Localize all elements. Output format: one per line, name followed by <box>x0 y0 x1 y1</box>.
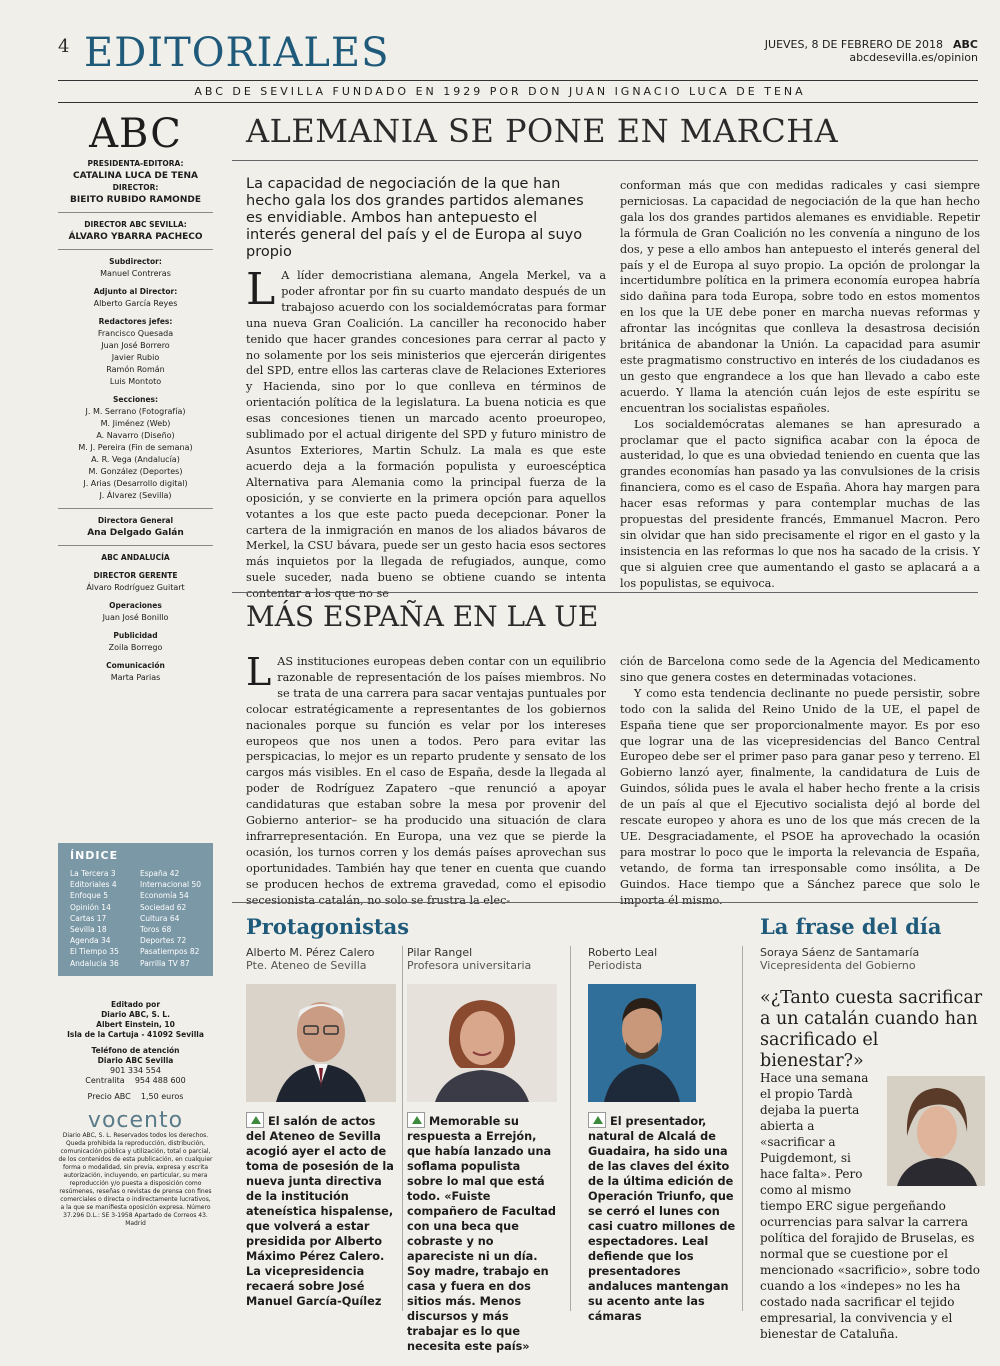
protagonist-text-body: Memorable su respuesta a Errejón, que había lanzado una soflama populista sobre lo mal que está todo. «Fuiste compañero de Facultad con una beca que cobraste y no apareciste ni un día. Soy madre, trabajo en casa y fuera en dos sitios más. Menos discursos y más trabajar es lo que necesita este país» <box>407 1115 556 1353</box>
column-separator <box>742 946 743 1311</box>
index-item[interactable]: Internacional 50 <box>140 880 201 890</box>
comunicacion: Marta Parias <box>110 673 161 682</box>
andalucia-block <box>58 545 213 684</box>
frase-name: Soraya Sáenz de Santamaría <box>760 946 920 959</box>
index-item[interactable]: Deportes 72 <box>140 936 187 946</box>
seccion: J. Arias (Desarrollo digital) <box>83 479 188 488</box>
index-item[interactable]: Economía 54 <box>140 891 189 901</box>
article1-headline: ALEMANIA SE PONE EN MARCHA <box>246 112 839 150</box>
index-item[interactable]: El Tiempo 35 <box>70 947 119 957</box>
index-item[interactable]: Sociedad 62 <box>140 902 187 912</box>
article1-lead: La capacidad de negociación de la que han hecho gala los dos grandes partidos alemanes es envidiable. Ambos han antepuesto el interés general del país y el de Europa al suyo propio <box>246 176 584 260</box>
protagonist-text <box>407 1112 557 1354</box>
column-separator <box>570 946 571 1311</box>
index-column-right <box>140 868 201 969</box>
gerente-label: DIRECTOR GERENTE <box>93 571 178 580</box>
telefono: 901 334 554 <box>110 1066 161 1075</box>
article2-column-1 <box>246 650 606 909</box>
article-divider <box>232 592 978 593</box>
index-item[interactable]: Pasatiempos 82 <box>140 947 200 957</box>
seccion: M. J. Pereira (Fin de semana) <box>78 443 193 452</box>
directora-general: Ana Delgado Galán <box>87 528 184 538</box>
editado-line: Isla de la Cartuja - 41092 Sevilla <box>67 1030 204 1039</box>
editado-line: Albert Einstein, 10 <box>96 1020 175 1029</box>
column-separator <box>402 946 403 1311</box>
article1-column-2 <box>620 178 980 592</box>
index-item[interactable]: Sevilla 18 <box>70 925 107 935</box>
publisher-footer <box>58 1000 213 1228</box>
index-item[interactable]: España 42 <box>140 869 180 878</box>
article1-paragraph: A líder democristiana alemana, Angela Merkel, va a poder afrontar por fin su cuarto mandato después de un trabajoso acuerdo con los socialdemócratas para formar una nueva Gran Coalición. La canciller ha reconocido haber tenido que hacer grandes concesiones para cerrar al pacto y no solamente por los seis ministerios que ejercerán dirigentes del SPD, entre ellos las carteras clave de Relaciones Exteriores y Hacienda, sino por lo que conlleva en términos de orientación política de la legislatura. La buena noticia es que esas concesiones tienen un marcado acento proeuropeo, sublimado por el actual dirigente del SPD y futuro ministro de Asuntos Exteriores, Martin Schulz. La mala es que este acuerdo deja a la formación populista y euroescéptica Alternativa para Alemania como la principal fuerza de la oposición, y se convierte en la primera opción para aquellos votantes a los que este pacto pueda decepcionar. Poner la cartera de la inmigración en manos de los aliados bávaros de Merkel, la CSU bávara, puede ser un gesto hacia esos sectores más inquietos por la llegada de refugiados, aunque, como suele suceder, nada bueno se obtiene cuando se intenta contentar a los que no se <box>246 269 607 601</box>
protagonist-name: Roberto Leal <box>588 946 658 959</box>
editado-label: Editado por <box>110 1000 161 1009</box>
protagonist-role: Profesora universitaria <box>407 959 532 972</box>
index-item[interactable]: Cartas 17 <box>70 913 107 923</box>
andalucia-label: ABC ANDALUCÍA <box>101 553 170 562</box>
president-label: PRESIDENTA-EDITORA: <box>87 159 184 168</box>
frase-body-text: Hace una semana el propio Tardà dejaba la puerta abierta a «sacrificar a Puigdemont, si hace falta». Pero como al mismo tiempo ERC sigue pergeñando ocurrencias para salvar la carrera política del forajido de Bruselas, es normal que se cuestione por el mencionado «sacrificio», sobre todo cuando a los «indepes» no les ha costado nada sacrificar el tejido empresarial, la convivencia y el bienestar de Cataluña. <box>760 1071 980 1341</box>
directora-general-block <box>58 508 213 539</box>
vocento-logo: vocento <box>87 1108 184 1133</box>
seccion: A. R. Vega (Andalucía) <box>91 455 180 464</box>
operaciones: Juan José Bonillo <box>102 613 169 622</box>
frase-body <box>760 1070 985 1342</box>
headline-rule <box>232 160 978 161</box>
staff-block <box>58 249 213 502</box>
protagonist-card <box>588 946 738 1324</box>
publicidad-label: Publicidad <box>113 631 158 640</box>
frase-photo <box>887 1076 985 1186</box>
director-sevilla: ÁLVARO YBARRA PACHECO <box>68 232 203 242</box>
centralita: Centralita 954 488 600 <box>85 1076 186 1085</box>
article2-paragraph: Y como esta tendencia declinante no puede persistir, sobre todo con la salida del Reino Unido de la UE, el papel de España tiene que ser proporcionalmente mayor. Es por eso que lograr una de las vicepresidencias del Banco Central Europeo debe ser el primer paso para ganar peso y terreno. El Gobierno lanzó ayer, finalmente, la candidatura de Luis de Guindos, sólida pues le avala el haber hecho frente a la crisis de un país al que el Ejecutivo socialista dejó al borde del rescate europeo y ahora es uno de los que más crecen de la UE. Desgraciadamente, el PSOE ha aprovechado la ocasión para mostrar lo poco que le importa la relevancia de España, vetando, de forma tan irresponsable como insólita, a De Guindos. Hace tiempo que a Sánchez parece que solo le importa él mismo. <box>620 686 980 907</box>
frase-attribution <box>760 946 919 972</box>
frase-title: La frase del día <box>760 914 942 939</box>
precio: Precio ABC 1,50 euros <box>87 1092 184 1101</box>
protagonist-name: Alberto M. Pérez Calero <box>246 946 375 959</box>
article1-paragraph: Los socialdemócratas alemanes se han apresurado a proclamar que el pacto significa acabar con la época de austeridad, lo que es una obviedad teniendo en cuenta que las grandes economías han pasado ya las convulsiones de la crisis financiera, como es el caso de España. Ahora hay margen para hacer esas reformas y para contemplar muchas de las propuestas del presidente francés, Emmanuel Macron. Pero sin olvidar que han sido precisamente el rigor en el gasto y la insistencia en las reformas lo que nos ha sacado de la crisis. Y que si alguien cree que aumentando el gasto se aplacará a a los populistas, se equivoca. <box>620 417 980 590</box>
paper-short: ABC <box>953 38 978 51</box>
frase-quote: «¿Tanto cuesta sacrificar a un catalán cuando han sacrificado el bienestar?» <box>760 988 983 1071</box>
protagonist-photo <box>588 984 696 1102</box>
telefono-label: Teléfono de atención <box>91 1046 180 1055</box>
seccion: M. González (Deportes) <box>88 467 183 476</box>
director-sevilla-label: DIRECTOR ABC SEVILLA: <box>84 220 187 229</box>
founded-rule <box>58 102 978 103</box>
redactor: Luis Montoto <box>109 377 162 386</box>
protagonist-role: Pte. Ateneo de Sevilla <box>246 959 367 972</box>
index-item[interactable]: Editoriales 4 <box>70 880 117 890</box>
date: JUEVES, 8 DE FEBRERO DE 2018 <box>764 38 944 51</box>
protagonist-photo <box>407 984 557 1102</box>
arrow-up-icon <box>588 1112 606 1128</box>
subdirector-label: Subdirector: <box>109 257 162 266</box>
seccion: A. Navarro (Diseño) <box>96 431 175 440</box>
index-item[interactable]: Enfoque 5 <box>70 891 109 901</box>
article2-paragraph: AS instituciones europeas deben contar con un equilibrio razonable de representación de los países miembros. No se trata de una carrera para sacar ventajas puntuales por colocar estratégicamente a representantes de los gobiernos nacionales porque su función es velar por los intereses europeos que nos unen a todos. Pero para evitar las perspicacias, lo mejor es un reparto prudente y sensato de los cargos más visibles. En el caso de España, desde la llegada al poder de Rodríguez Zapatero –que renunció a apoyar candidaturas que estaban sobre la mesa por provenir del Gobierno anterior– se ha producido una situación de clara infrarrepresentación. En Europa, una vez que se pierde la ocasión, los turnos corren y los demás países aprovechan sus oportunidades. También hay que tener en cuenta que cuando se producen hechos de extrema gravedad, como el episodio secesionista catalán, no solo se frustra la elec- <box>246 655 606 907</box>
frase-role: Vicepresidenta del Gobierno <box>760 959 916 972</box>
dropcap: L <box>246 650 272 694</box>
seccion: J. Álvarez (Sevilla) <box>99 491 172 500</box>
redactor: Ramón Román <box>106 365 165 374</box>
seccion: M. Jiménez (Web) <box>100 419 171 428</box>
seccion: J. M. Serrano (Fotografía) <box>85 407 186 416</box>
protagonist-card <box>407 946 557 1354</box>
section-url: abcdesevilla.es/opinion <box>849 51 978 64</box>
redactor: Francisco Quesada <box>97 329 174 338</box>
arrow-up-icon <box>246 1112 264 1128</box>
protagonist-text <box>246 1112 396 1309</box>
dropcap: L <box>246 264 276 315</box>
legal-notice: Diario ABC, S. L. Reservados todos los derechos. Queda prohibida la reproducción, distribución, comunicación pública y utilización, total o parcial, de los contenidos de esta publicación, en cualquier forma o modalidad, sin previa, expresa y escrita autorización, incluyendo, en particular, su mera reproducción y/o puesta a disposición como resúmenes, reseñas o revistas de prensa con fines comerciales o directa o indirectamente lucrativos, a la que se manifiesta oposición expresa. Número 37.296 D.L.: SE 3-1958 Apartado de Correos 43. Madrid <box>58 1132 213 1227</box>
comunicacion-label: Comunicación <box>106 661 165 670</box>
protagonist-text-body: El presentador, natural de Alcalá de Guadaira, ha sido una de las claves del éxito de la última edición de Operación Triunfo, que se cerró el lunes con casi cuatro millones de espectadores. Leal defiende que los presentadores andaluces mantengan su acento ante las cámaras <box>588 1115 736 1323</box>
directora-general-label: Directora General <box>97 516 174 525</box>
redactores-label: Redactores jefes: <box>98 317 173 326</box>
abc-logo: ABC <box>89 111 182 157</box>
protagonist-text-body: El salón de actos del Ateneo de Sevilla acogió ayer el acto de toma de posesión de la nueva junta directiva de la institución ateneística hispalense, que volverá a estar presidida por Alberto Máximo Pérez Calero. La vicepresidencia recaerá sobre José Manuel García-Quílez <box>246 1115 394 1308</box>
director-label: DIRECTOR: <box>112 183 159 192</box>
protagonistas-title: Protagonistas <box>246 914 410 939</box>
protagonist-name: Pilar Rangel <box>407 946 473 959</box>
redactor: Javier Rubio <box>111 353 160 362</box>
protagonist-photo <box>246 984 396 1102</box>
arrow-up-icon <box>407 1112 425 1128</box>
index-item[interactable]: La Tercera 3 <box>70 869 116 878</box>
index-column-left <box>70 868 119 969</box>
president: CATALINA LUCA DE TENA <box>73 171 198 181</box>
publicidad: Zoila Borrego <box>108 643 163 652</box>
index-item[interactable]: Opinión 14 <box>70 902 111 912</box>
index-item[interactable]: Toros 68 <box>140 925 172 935</box>
staff-sidebar <box>58 110 213 684</box>
adjunto: Alberto García Reyes <box>93 299 178 308</box>
section-divider <box>232 902 978 903</box>
operaciones-label: Operaciones <box>109 601 162 610</box>
editado-line: Diario ABC, S. L. <box>101 1010 170 1019</box>
index-box <box>58 843 213 976</box>
sevilla-director-block <box>58 212 213 243</box>
index-item[interactable]: Agenda 34 <box>70 936 111 946</box>
article2-headline: MÁS ESPAÑA EN LA UE <box>246 600 599 633</box>
director: BIEITO RUBIDO RAMONDE <box>70 195 201 205</box>
article2-paragraph: ción de Barcelona como sede de la Agencia del Medicamento sino que genera costes en determinadas votaciones. <box>620 655 980 684</box>
adjunto-label: Adjunto al Director: <box>93 287 178 296</box>
protagonist-text <box>588 1112 738 1324</box>
index-item[interactable]: Parrilla TV 87 <box>140 958 190 968</box>
telefono-sub: Diario ABC Sevilla <box>97 1056 174 1065</box>
gerente: Álvaro Rodríguez Guitart <box>86 583 185 592</box>
founded-line: ABC DE SEVILLA FUNDADO EN 1929 POR DON JUAN IGNACIO LUCA DE TENA <box>194 85 806 98</box>
page-number: 4 <box>58 36 70 57</box>
index-item[interactable]: Cultura 64 <box>140 913 180 923</box>
index-title: ÍNDICE <box>70 849 119 862</box>
article1-column-1 <box>246 264 607 602</box>
protagonist-card <box>246 946 396 1309</box>
redactor: Juan José Borrero <box>101 341 170 350</box>
index-item[interactable]: Andalucía 36 <box>70 958 119 968</box>
secciones-label: Secciones: <box>113 395 158 404</box>
subdirector: Manuel Contreras <box>100 269 171 278</box>
section-title: EDITORIALES <box>84 30 390 76</box>
article2-column-2 <box>620 654 980 909</box>
protagonist-role: Periodista <box>588 959 643 972</box>
article1-paragraph: conforman más que con medidas radicales y casi siempre perniciosas. La capacidad de negociación de la que han hecho gala los dos grandes partidos alemanes es envidiable. Repetir la fórmula de Gran Coalición no les convenía a ninguno de los dos, y pese a ello ambos han antepuesto el interés general del país y el de Europa al suyo propio. La opción de prolongar la incertidumbre política en la primera economía europea habría sido dañina para toda Europa, sobre todo en estos momentos en los que la UE debe poner en marcha nuevas reformas y afrontar las incógnitas que conlleva la desastrosa decisión británica de abandonar la Unión. La capacidad para asumir este pragmatismo constructivo en interés de los ciudadanos es un gesto que engrandece a los que han llevado a cabo este acuerdo. Y llama la atención cuán lejos de este espíritu se encuentran los socialistas españoles. <box>620 179 980 415</box>
masthead-rule <box>58 80 978 81</box>
date-line <box>765 38 978 64</box>
